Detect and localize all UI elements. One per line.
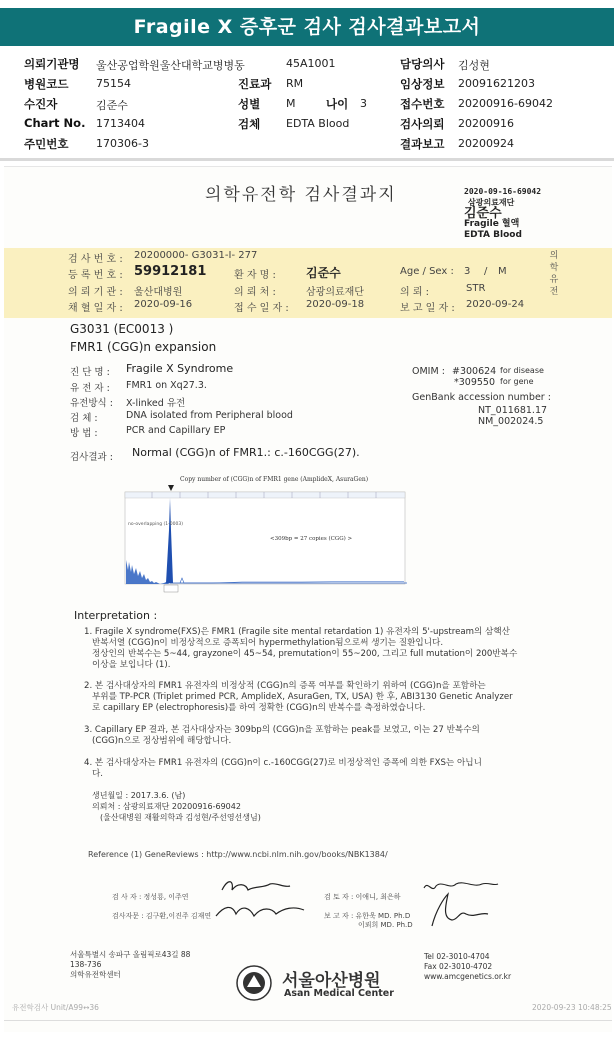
clinical-value: 20091621203: [458, 77, 535, 90]
address-line-3: 의학유전학센터: [70, 970, 121, 979]
p2-line: 부위를 TP-PCR (Triplet primed PCR, AmplideX, AsuraGen, TX, USA) 한 후, ABI3130 Genetic Analyzer: [92, 692, 513, 702]
gene-label: 유 전 자 :: [70, 383, 110, 394]
inherit-label: 유전방식 :: [70, 398, 113, 409]
chart-title: Copy number of (CGG)n of FMR1 gene (AmplideX, AsuraGen): [180, 476, 369, 483]
institution-code: 45A1001: [286, 57, 336, 70]
stamp-code: 2020-09-16-69042: [464, 187, 542, 196]
test-code: G3031 (EC0013 ): [70, 322, 174, 336]
p4-line: 다.: [92, 769, 104, 779]
req-place-label: 의 뢰 처 :: [234, 287, 276, 298]
req-inst-value: 울산대병원: [134, 287, 183, 298]
age-sex-label: Age / Sex :: [400, 266, 454, 277]
document-title: 의학유전학 검사결과지: [205, 185, 397, 205]
hospital-code-value: 75154: [96, 77, 131, 90]
method-label: 의 뢰 :: [400, 287, 430, 298]
peak-marker-icon: [168, 485, 174, 491]
clinical-label: 임상정보: [400, 77, 445, 91]
reporter-2: 이뢰희 MD. Ph.D: [358, 921, 413, 929]
peak-label-box: [164, 585, 178, 592]
institution-label: 의뢰기관명: [24, 57, 80, 71]
report-value: 2020-09-24: [466, 299, 525, 310]
reviewer-label: 검 토 자 : 이애니, 최은하: [324, 893, 401, 901]
stamp-line2: EDTA Blood: [464, 230, 522, 240]
omim-disease: #300624: [452, 366, 497, 377]
p2-line: 2. 본 검사대상자의 FMR1 유전자의 비정상적 (CGG)n의 증폭 여부를 확인하기 위하여 (CGG)n을 포함하는: [84, 681, 486, 691]
p1-line: 정상인의 반복수는 5~44, grayzone이 45~54, premutation이 55~200, 그리고 full mutation이 200반복수: [92, 649, 518, 659]
request-label: 검사의뢰: [400, 117, 445, 131]
stamp-line1: Fragile 혈액: [464, 219, 520, 229]
req-inst-label: 의 뢰 기 관 :: [68, 287, 123, 298]
legend-text: no-overlapping (1-0003): [128, 522, 183, 527]
method-value: STR: [466, 283, 486, 294]
stamp-name: 김준수: [464, 206, 502, 221]
result-label: 검사결과 :: [70, 452, 113, 463]
specimen-stamp: [464, 186, 541, 241]
omim-disease-note: for disease: [500, 366, 544, 375]
doctor-label: 담당의사: [400, 57, 445, 71]
receipt-label: 접수번호: [400, 97, 445, 111]
p2-line: 로 capillary EP (electrophoresis)를 하여 정확한 (CGG)n의 반복수를 측정하였습니다.: [92, 703, 426, 713]
test-no-label: 검 사 번 호 :: [68, 254, 123, 265]
asan-name-korean: 서울아산병원: [282, 971, 381, 991]
hospital-code-label: 병원코드: [24, 77, 69, 91]
age-sex-sex: M: [498, 266, 507, 277]
asan-logo-icon: [236, 965, 272, 1001]
age-sex-slash: /: [484, 266, 488, 277]
receive-label: 접 수 일 자 :: [234, 303, 289, 314]
genbank-1: NT_011681.17: [478, 405, 548, 416]
report-title: Fragile X 증후군 검사 검사결과보고서: [0, 8, 614, 46]
patient-value: 김준수: [96, 99, 128, 112]
reporter-signature: [422, 890, 492, 932]
bottom-divider: [4, 1020, 612, 1021]
patient-name-value: 김준수: [306, 266, 341, 280]
report-header: [0, 52, 614, 152]
test-no-value: 20200000- G3031-I- 277: [134, 250, 258, 261]
advisor-signature: [212, 898, 307, 924]
gene-value: FMR1 on Xq27.3.: [126, 380, 207, 391]
patient-label: 수진자: [24, 97, 58, 111]
omim-gene-note: for gene: [500, 377, 534, 386]
footer-left: 유전학검사 Unit/A99↔36: [12, 1003, 99, 1012]
p1-line: 반복서열 (CGG)n이 비정상적으로 증폭되어 hypermethylation됨으로써 생기는 질환입니다.: [92, 638, 444, 648]
request-value: 20200916: [458, 117, 514, 130]
age-value: 3: [360, 97, 367, 110]
header-divider: [0, 158, 614, 161]
report-label: 보 고 일 자 :: [400, 303, 455, 314]
age-sex-age: 3: [464, 266, 471, 277]
asan-name-english: Asan Medical Center: [284, 988, 394, 999]
bp-ruler: [125, 492, 405, 498]
report-date-value: 20200924: [458, 137, 514, 150]
interp-para-3: [84, 725, 554, 747]
address-line-2: 138-736: [70, 960, 102, 969]
genbank-label: GenBank accession number :: [412, 392, 551, 403]
collect-label: 채 혈 일 자 :: [68, 303, 123, 314]
electropherogram-chart: [122, 470, 407, 595]
p3-line: (CGG)n으로 정상범위에 해당합니다.: [92, 736, 232, 746]
examiner-label: 검 사 자 : 정성룡, 이주연: [112, 893, 189, 901]
age-label: 나이: [326, 97, 349, 111]
institution-value: 울산공업학원울산대학교병병동: [96, 59, 245, 72]
side-label: 의학유전: [549, 251, 559, 297]
peak-annotation: <309bp = 27 copies (CGG) >: [270, 536, 353, 542]
specimen-value: EDTA Blood: [286, 117, 350, 130]
reg-no-value: 59912181: [134, 264, 207, 279]
reference: Reference (1) GeneReviews : http://www.ncbi.nlm.nih.gov/books/NBK1384/: [88, 850, 388, 859]
genbank-2: NM_002024.5: [478, 416, 544, 427]
website: www.amcgenetics.or.kr: [424, 972, 512, 981]
diag-value: Fragile X Syndrome: [126, 362, 234, 375]
test-name: FMR1 (CGG)n expansion: [70, 340, 217, 354]
tel: Tel 02-3010-4704: [424, 952, 490, 961]
department-value: RM: [286, 77, 304, 90]
result-value: Normal (CGG)n of FMR1.: c.-160CGG(27).: [132, 446, 360, 459]
diag-label: 진 단 명 :: [70, 367, 110, 378]
meth-label: 방 법 :: [70, 428, 98, 439]
omim-label: OMIM :: [412, 366, 445, 377]
department-label: 진료과: [238, 77, 272, 91]
doctor-value: 김성현: [458, 59, 490, 72]
address-line-1: 서울특별시 송파구 올림픽로43길 88: [70, 950, 191, 959]
p1-line: 1. Fragile X syndrome(FXS)은 FMR1 (Fragile site mental retardation 1) 유전자의 5'-upstream의 삼핵산: [84, 627, 510, 637]
interp-para-2: [84, 681, 554, 714]
collect-value: 2020-09-16: [134, 299, 193, 310]
referrer-note: 의뢰처 : 삼광의료재단 20200916-69042: [92, 802, 241, 811]
patient-name-label: 환 자 명 :: [234, 270, 276, 281]
advisor-label: 검사자문 : 김구환,이진주 김재연: [112, 912, 212, 920]
receive-value: 2020-09-18: [306, 299, 365, 310]
meth-value: PCR and Capillary EP: [126, 425, 226, 436]
fax: Fax 02-3010-4702: [424, 962, 493, 971]
specimen-label: 검체: [238, 117, 261, 131]
inherit-value: X-linked 유전: [126, 398, 186, 409]
birth-note: 생년월일 : 2017.3.6. (남): [92, 791, 186, 800]
reg-no-label: 등 록 번 호 :: [68, 270, 123, 281]
examiner-signature: [218, 876, 293, 898]
p1-line: 이상을 보입니다 (1).: [92, 660, 171, 670]
sex-value: M: [286, 97, 296, 110]
sample-value: DNA isolated from Peripheral blood: [126, 410, 293, 421]
id-value: 170306-3: [96, 137, 149, 150]
footer-right: 2020-09-23 10:48:25: [532, 1003, 612, 1012]
stamp-org: 삼광의료재단: [468, 198, 515, 207]
p4-line: 4. 본 검사대상자는 FMR1 유전자의 (CGG)n이 c.-160CGG(27)로 비정상적인 증폭에 의한 FXS는 아닙니: [84, 758, 482, 768]
chart-no-label: Chart No.: [24, 116, 86, 130]
omim-gene: *309550: [454, 377, 496, 388]
p3-line: 3. Capillary EP 결과, 본 검사대상자는 309bp의 (CGG)n을 포함하는 peak를 보였고, 이는 27 반복수의: [84, 725, 480, 735]
sample-label: 검 체 :: [70, 413, 98, 424]
chart-no-value: 1713404: [96, 117, 145, 130]
dept-note: (울산대병원 재활의학과 김성현/주선영선생님): [100, 813, 261, 822]
interp-para-1: [84, 627, 554, 671]
interp-para-4: [84, 758, 554, 780]
id-label: 주민번호: [24, 137, 69, 151]
sex-label: 성별: [238, 97, 261, 111]
reporter-label: 보 고 자 : 유한욱 MD. Ph.D: [324, 912, 411, 920]
receipt-value: 20200916-69042: [458, 97, 553, 110]
report-date-label: 결과보고: [400, 137, 445, 151]
interpretation-title: Interpretation :: [74, 609, 158, 622]
req-place-value: 삼광의료재단: [306, 287, 364, 298]
